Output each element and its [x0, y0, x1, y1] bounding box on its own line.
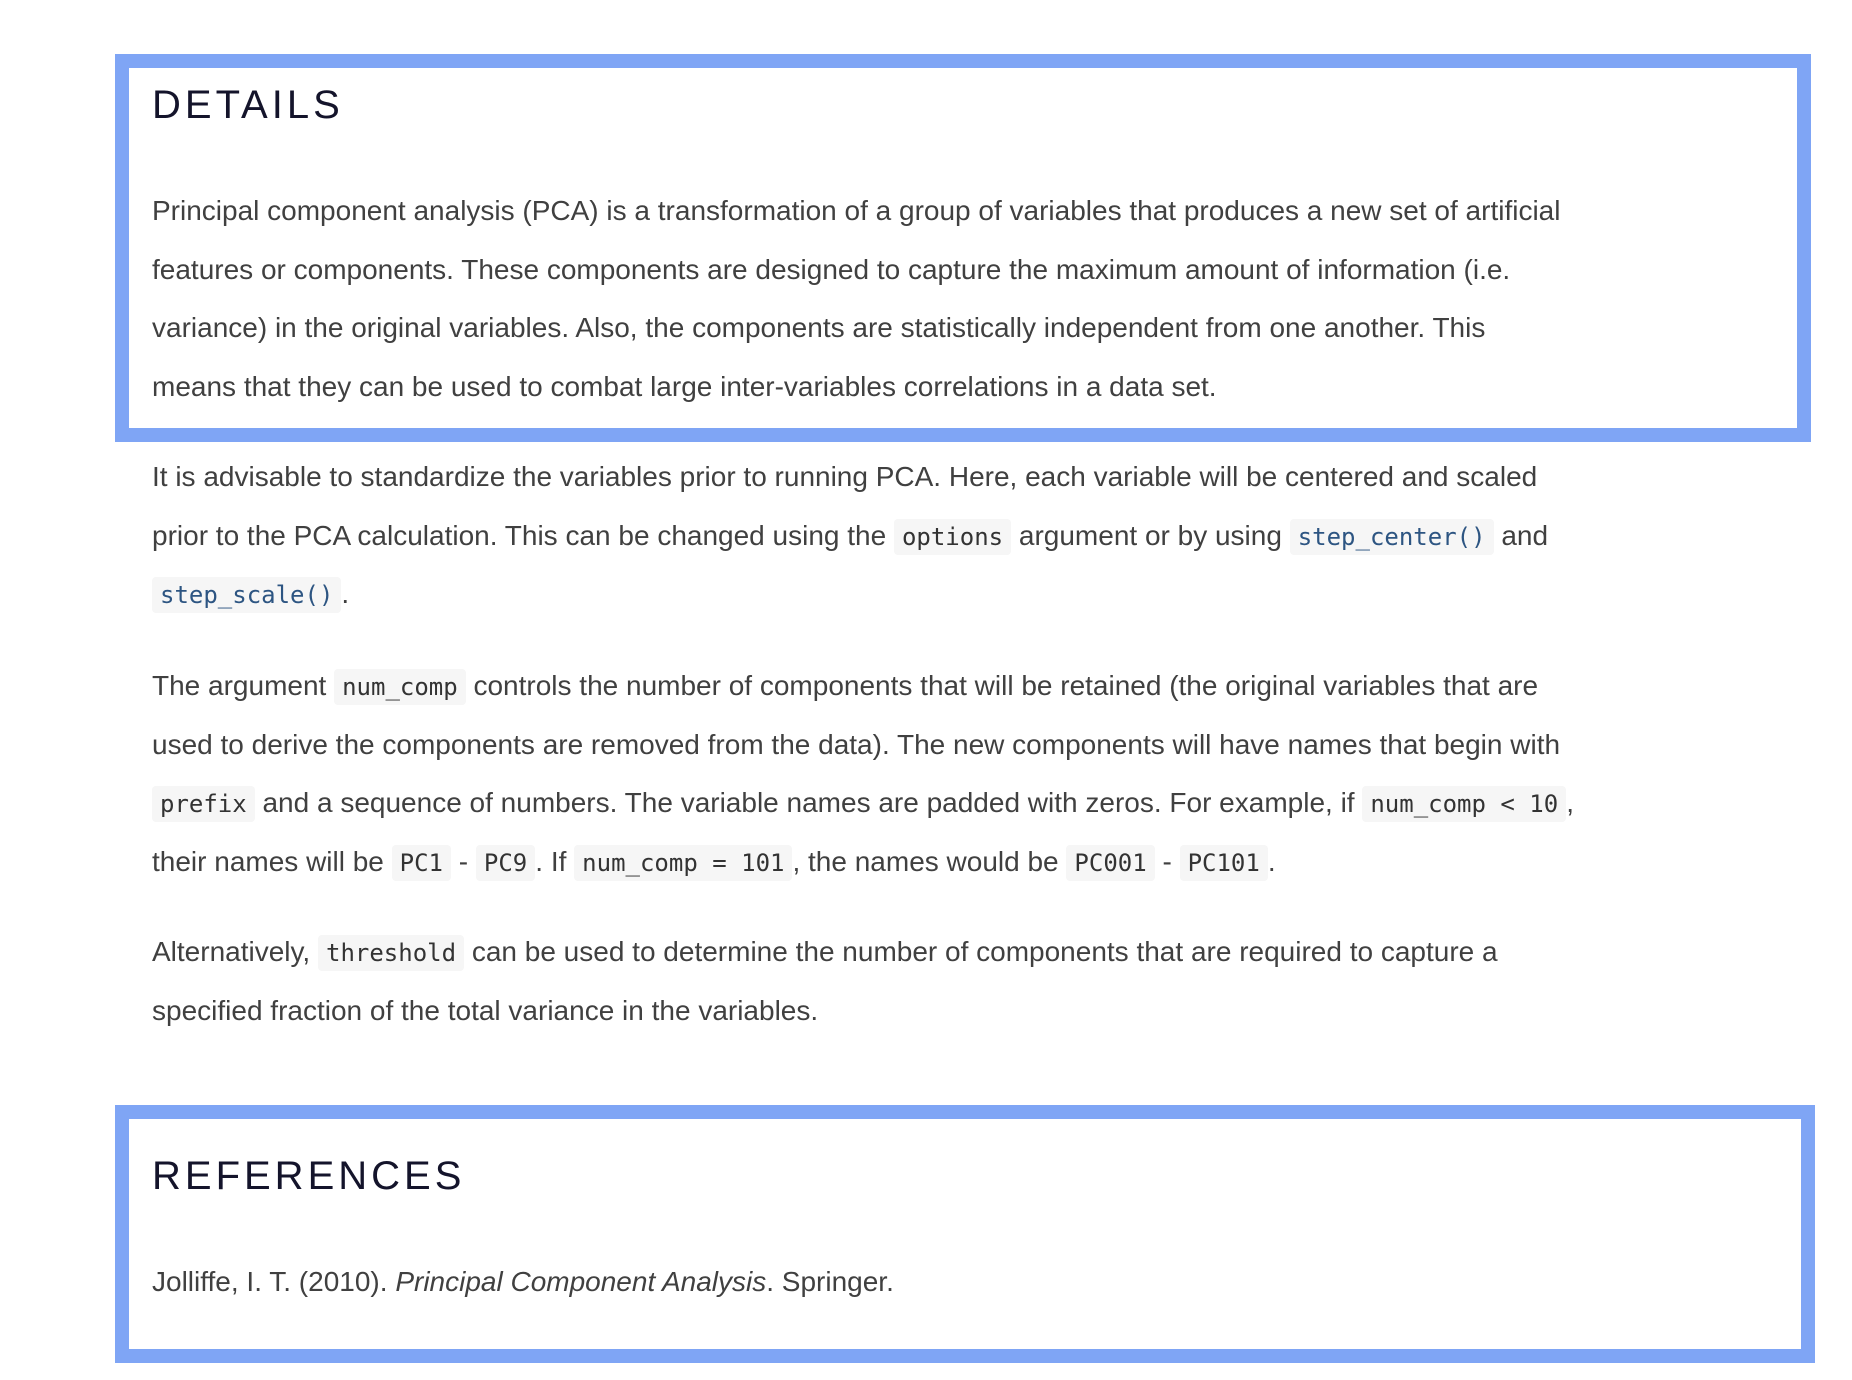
details-paragraph: [152, 657, 1574, 891]
details-paragraph: [152, 182, 1560, 416]
details-paragraph: [152, 448, 1548, 624]
text-line: [152, 358, 1560, 417]
inline-code: threshold: [318, 935, 464, 971]
text-run: and: [1493, 519, 1549, 551]
inline-code: num_comp < 10: [1362, 786, 1566, 822]
inline-code: prefix: [152, 786, 255, 822]
inline-code: PC001: [1066, 845, 1154, 881]
text-line: [152, 657, 1574, 716]
text-run: specified fraction of the total variance in the variables.: [152, 994, 819, 1026]
text-run: their names will be: [152, 845, 392, 877]
text-run: and a sequence of numbers. The variable names are padded with zeros. For example, if: [254, 787, 1363, 819]
inline-code: num_comp: [334, 669, 466, 705]
text-run: .: [341, 578, 350, 610]
text-run: ,: [1566, 787, 1574, 819]
text-line: [152, 982, 1498, 1041]
inline-code: PC1: [392, 845, 451, 881]
function-link[interactable]: step_scale(): [152, 577, 341, 613]
details-heading: DETAILS: [152, 83, 344, 127]
text-line: [152, 299, 1560, 358]
references-highlight-box: [115, 1105, 1815, 1363]
text-line: [152, 241, 1560, 300]
book-title: Principal Component Analysis: [395, 1266, 767, 1297]
references-heading: REFERENCES: [152, 1154, 466, 1198]
text-line: [152, 923, 1498, 982]
text-run: prior to the PCA calculation. This can be changed using the: [152, 519, 894, 551]
text-line: [152, 774, 1574, 833]
inline-code: num_comp = 101: [574, 845, 792, 881]
text-run: argument or by using: [1011, 519, 1290, 551]
text-run: . Springer.: [766, 1266, 894, 1297]
text-run: used to derive the components are removed from the data). The new components will have names that begin with: [152, 728, 1561, 760]
text-run: Alternatively,: [152, 936, 318, 967]
text-run: -: [1154, 845, 1180, 877]
text-line: [152, 833, 1574, 892]
text-run: , the names would be: [792, 845, 1067, 877]
details-paragraph: [152, 923, 1498, 1040]
text-run: means that they can be used to combat large inter-variables correlations in a data set.: [152, 370, 1217, 402]
text-run: controls the number of components that will be retained (the original variables that are: [465, 670, 1539, 701]
text-run: variance) in the original variables. Also, the components are statistically independent from one another. This: [152, 312, 1486, 344]
reference-citation: [152, 1253, 894, 1312]
text-line: [152, 182, 1560, 241]
text-run: It is advisable to standardize the variables prior to running PCA. Here, each variable will be centered and scaled: [152, 461, 1538, 492]
text-run: -: [451, 845, 476, 877]
text-run: . If: [535, 845, 575, 877]
text-run: can be used to determine the number of components that are required to capture a: [464, 936, 1498, 967]
text-line: [152, 448, 1548, 507]
text-run: features or components. These components are designed to capture the maximum amount of information (i.e.: [152, 253, 1511, 285]
function-link[interactable]: step_center(): [1290, 519, 1494, 555]
inline-code: options: [894, 519, 1011, 555]
inline-code: PC9: [476, 845, 535, 881]
text-line: [152, 565, 1548, 624]
text-run: The argument: [152, 670, 335, 701]
text-line: [152, 507, 1548, 566]
text-run: .: [1267, 845, 1276, 877]
text-run: Jolliffe, I. T. (2010).: [152, 1266, 396, 1297]
text-line: [152, 716, 1574, 775]
inline-code: PC101: [1180, 845, 1268, 881]
text-run: Principal component analysis (PCA) is a transformation of a group of variables that produces a new set of artificial: [152, 195, 1561, 226]
